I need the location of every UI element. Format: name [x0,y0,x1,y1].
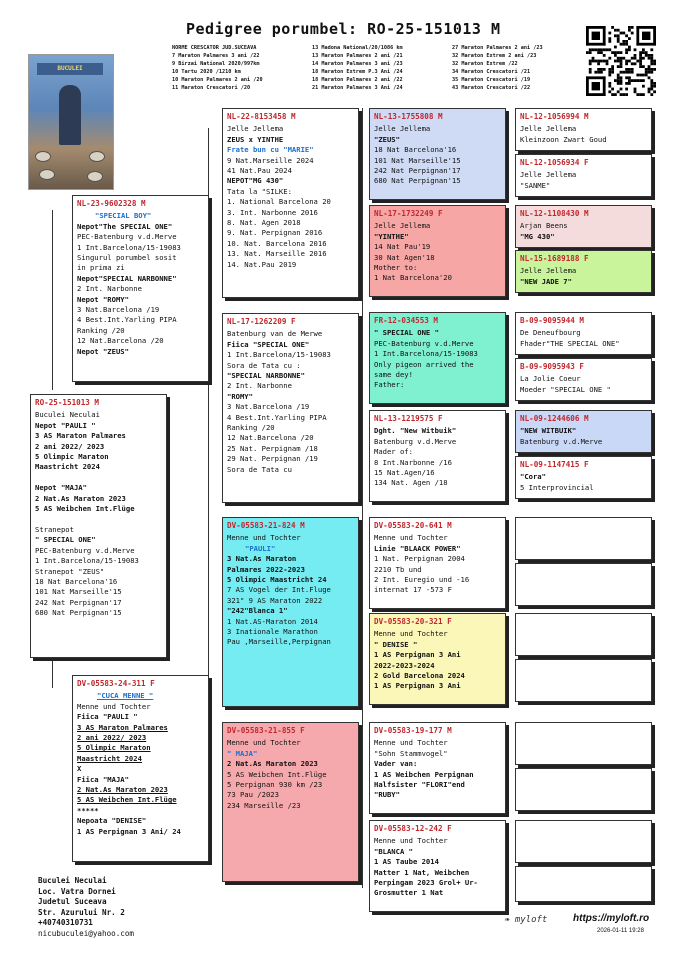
results-cell: 18 Maraton Palmares 2 ani /22 [312,77,403,83]
pedigree-box-main [30,394,167,658]
box-line: Dght. "New Witbuik" [374,426,457,436]
box-line: Halfsister "FLORI"end [374,780,465,790]
results-cell: 34 Maraton Crescatori /21 [452,69,531,75]
pedigree-box-ff [222,108,359,298]
box-line: Menne und Tochter [227,533,301,543]
box-line: 8. Nat. Agen 2018 [227,218,301,228]
pedigree-box-g3-3 [369,410,506,502]
bird-icon: ❧ [504,915,510,925]
box-line: 9 Nat.Marseille 2024 [227,155,314,165]
box-line: 4 Best.Int.Yarling PIPA [227,412,327,422]
box-line: Ranking /20 [77,325,125,335]
ring-id: DV-05583-21-824 M [227,521,305,530]
box-line: 12 Nat.Barcelona /20 [227,433,314,443]
box-line: Batenburg van de Merwe [227,329,323,339]
box-line: Nepot"SPECIAL NARBONNE" [77,273,177,283]
box-line: Sora de Tata cu : [227,360,301,370]
owner-line: +40740310731 [38,918,93,928]
person-figure [59,85,81,145]
box-line: 14 Nat Pau'19 [374,242,431,252]
box-line: Sora de Tata cu [227,464,292,474]
box-line: 9. Nat. Perpignan 2016 [227,228,323,238]
box-line: "RUBY" [374,790,400,800]
pedigree-box-empty [515,613,652,656]
results-cell: 10 Maraton Palmares 2 ani /20 [172,77,263,83]
ring-id: NL-13-1755808 M [374,112,443,121]
box-line: 2 ani 2022/ 2023 [77,733,147,743]
box-line: 5 Olimpic Maraton [77,743,151,753]
ring-id: NL-17-1732249 F [374,209,443,218]
box-line: ***** [77,805,99,815]
results-row [172,68,582,76]
ring-id: DV-05583-20-641 M [374,521,452,530]
owner-line: Judetul Suceava [38,897,107,907]
box-line: 2 Int. Euregio und -16 [374,575,470,585]
box-line: La Jolie Coeur [520,374,581,384]
box-line: 2 Int. Narbonne [227,381,292,391]
box-line: Nepot "ZEUS" [77,346,129,356]
owner-photo [28,54,114,190]
box-line: Jelle Jellema [374,221,431,231]
box-line: 5 AS Weibchen Int.Flüge [77,795,177,805]
ring-id: NL-09-1147415 F [520,460,589,469]
owner-line: Str. Azurului Nr. 2 [38,907,125,917]
connector-line [362,108,363,888]
owner-email[interactable]: nicubuculei@yahoo.com [38,928,135,938]
owner-address [38,876,134,940]
ring-id: DV-05583-19-177 M [374,726,452,735]
box-line: 2 Int. Narbonne [77,284,142,294]
pedigree-box-g3-4 [369,517,506,609]
ring-id: B-09-9095943 F [520,362,585,371]
box-line: "SANME" [520,180,551,190]
results-cell: 21 Maraton Palmares 3 Ani /24 [312,85,403,91]
box-line: 680 Nat Perpignan'15 [374,176,461,186]
box-line: 134 Nat. Agen /18 [374,478,448,488]
footer-url-link[interactable]: https://myloft.ro [573,913,650,924]
results-table [172,44,582,92]
box-line: 25 Nat. Perpignam /18 [227,443,318,453]
results-cell: 14 Maraton Palmares 3 ani /23 [312,61,403,67]
results-cell: 27 Maraton Palmares 2 ani /23 [452,45,543,51]
box-line: 3 AS Maraton Palmares [77,722,168,732]
box-line: Grosmutter 1 Nat [374,888,444,898]
logo-text: myloft [514,915,548,925]
box-line: in prima zi [77,263,125,273]
results-cell: 32 Maraton Extrem /22 [452,61,518,67]
box-line: 1 AS Taube 2014 [374,857,439,867]
box-line: "Cora" [520,472,546,482]
box-line: Fhader"THE SPECIAL ONE" [520,338,620,348]
box-line: Linie "BLAACK POWER" [374,543,461,553]
pedigree-box-fm [222,313,359,503]
ring-id: DV-05583-24-311 F [77,679,155,688]
box-line: " SPECIAL ONE" [35,535,96,545]
owner-line: Buculei Neculai [38,876,107,885]
pigeon-icon [35,151,51,162]
box-line: Vader van: [374,759,418,769]
pedigree-box-g4-4 [515,312,652,355]
box-line: Arjan Beens [520,221,568,231]
ring-id: B-09-9095944 M [520,316,585,325]
results-cell: 13 Maraton Palmares 2 ani /21 [312,53,403,59]
box-line: Fiica "PAULI " [77,712,138,722]
box-line: 234 Marseille /23 [227,800,301,810]
connector-line [52,210,53,390]
box-line: " MAJA" [227,748,258,758]
pedigree-box-g4-0 [515,108,652,151]
pedigree-box-g3-1 [369,205,506,297]
page-title: Pedigree porumbel: RO-25-151013 M [186,20,501,38]
results-row [172,60,582,68]
box-line: 2 ani 2022/ 2023 [35,441,105,451]
box-line: internat 17 -573 F [374,585,452,595]
box-line: 242 Nat Perpignan'17 [374,166,461,176]
pedigree-box-g3-6 [369,722,506,814]
box-line: 3. Int. Narbonne 2016 [227,207,318,217]
box-line: X [77,764,82,774]
box-line: 30 Nat Agen'18 [374,252,435,262]
pedigree-box-mm [222,722,359,882]
box-line: 2 Nat.As Maraton 2023 [77,785,168,795]
pigeon-icon [87,171,103,182]
results-row [172,84,582,92]
results-cell: 43 Maraton Crescatori /22 [452,85,531,91]
owner-line: Loc. Vatra Dornei [38,886,116,896]
results-row [172,52,582,60]
results-cell: 7 Maraton Palmares 3 ani /22 [172,53,260,59]
box-line: 12 Nat.Barcelona /20 [77,336,164,346]
box-line: Jelle Jellema [374,124,431,134]
box-line: Singurul porumbel sosit [77,253,177,263]
box-line: "MG 430" [520,231,555,241]
box-line: 14. Nat.Pau 2019 [227,259,297,269]
results-cell: 9 Birzai National 2020/997km [172,61,260,67]
box-line: 29 Nat. Perpignan /19 [227,454,318,464]
pedigree-box-empty [515,659,652,702]
box-line: Mother to: [374,263,418,273]
box-line: 41 Nat.Pau 2024 [227,166,292,176]
box-line: "BLANCA " [374,846,413,856]
box-line: Kleinzoon Zwart Goud [520,134,607,144]
box-line [35,473,162,483]
box-line: "Sohn Stammvogel" [374,748,448,758]
box-line: 18 Nat Barcelona'16 [374,145,457,155]
box-line: Father: [374,380,405,390]
box-line: "NEW JADE 7" [520,276,572,286]
pedigree-box-empty [515,722,652,765]
box-line: 5 Olimpic Maastricht 24 [227,575,327,585]
pigeon-icon [89,151,105,162]
ring-id: NL-12-1108430 M [520,209,589,218]
box-line: 5 Perpignan 930 km /23 [227,780,323,790]
box-line: 10. Nat. Barcelona 2016 [227,238,327,248]
box-line: Jelle Jellema [520,266,577,276]
box-line: Nepot "ROMY" [77,294,129,304]
results-cell: 10 Tartu 2020 /1210 km [172,69,241,75]
box-line: 101 Nat Marseille'15 [374,155,461,165]
results-row [172,76,582,84]
box-line: 3 AS Maraton Palmares [35,431,126,441]
results-cell: 11 Maraton Crescatori /20 [172,85,251,91]
box-line: 15 Nat.Agen/16 [374,468,435,478]
box-line: 1 Nat Barcelona'20 [374,273,452,283]
box-line: Jelle Jellema [227,124,284,134]
results-cell: 13 Madona National/20/1086 km [312,45,403,51]
box-line: "SPECIAL BOY" [95,211,152,221]
box-line: Maastricht 2024 [35,462,100,472]
box-line: "SPECIAL NARBONNE" [227,371,305,381]
box-line: 1 AS Perpignan 3 Ani [374,681,461,691]
pedigree-box-g4-5 [515,358,652,401]
pedigree-box-g4-7 [515,456,652,499]
box-line: Buculei Neculai [35,410,100,420]
box-line: Menne und Tochter [374,738,448,748]
ring-id: NL-09-1244606 M [520,414,589,423]
box-line: 1 Nat. Perpignan 2004 [374,554,465,564]
results-cell: 32 Maraton Extrem 2 ani /23 [452,53,537,59]
results-cell: 35 Maraton Crescatori /19 [452,77,531,83]
box-line: " SPECIAL ONE " [374,328,439,338]
box-line: 5 AS Weibchen Int.Flüge [35,504,135,514]
box-line: Pau ,Marseille,Perpignan [227,637,331,647]
box-line: Nepot "MAJA" [35,483,87,493]
results-cell: NORME CRESCATOR JUD.SUCEAVA [172,45,257,51]
box-line: De Deneufbourg [520,328,581,338]
box-line: NEPOT"MG 430" [227,176,284,186]
pedigree-box-g3-5 [369,613,506,705]
box-line: Stranepot [35,524,74,534]
results-row [172,44,582,52]
box-line: Jelle Jellema [520,124,577,134]
pedigree-box-g3-0 [369,108,506,200]
ring-id: RO-25-151013 M [35,398,100,407]
qr-code-icon [586,26,656,96]
pedigree-box-g4-1 [515,154,652,197]
pedigree-box-mother [72,675,209,862]
pedigree-box-empty [515,768,652,811]
box-line: Fiica "MAJA" [77,774,129,784]
box-line: 4 Best.Int.Yarling PIPA [77,315,177,325]
pigeon-icon [39,169,55,180]
photo-banner: BUCULEI [37,63,103,75]
box-line: 321" 9 AS Maraton 2022 [227,595,323,605]
box-line: 18 Nat Barcelona'16 [35,576,118,586]
box-line: Ranking /20 [227,423,275,433]
myloft-logo [504,915,547,925]
box-line: 73 Pau /2023 [227,790,279,800]
ring-id: DV-05583-20-321 F [374,617,452,626]
box-line: Fiica "SPECIAL ONE" [227,339,310,349]
box-line: 8 Int.Narbonne /16 [374,457,452,467]
box-line: " DENISE " [374,639,418,649]
pedigree-box-father [72,195,209,382]
box-line: 1 Int.Barcelona/15-19083 [35,556,139,566]
box-line: 101 Nat Marseille'15 [35,587,122,597]
box-line: 5 Interprovincial [520,482,594,492]
box-line: Palmares 2022-2023 [227,564,305,574]
box-line: 1 Nat.AS-Maraton 2014 [227,616,318,626]
box-line: PEC-Batenburg v.d.Merve [77,232,177,242]
box-line: Tata la "SILKE: [227,186,292,196]
ring-id: FR-12-034553 M [374,316,439,325]
box-line: 1 Int.Barcelona/15-19083 [227,350,331,360]
box-line: 3 Nat.Barcelona /19 [77,305,160,315]
box-line: Perpingam 2023 Grol+ Ur- [374,878,478,888]
box-line: Frate bun cu "MARIE" [227,145,314,155]
box-line: 1 Int.Barcelona/15-19083 [77,242,181,252]
box-line: 3 Nat.Barcelona /19 [227,402,310,412]
box-line: 7 AS Vogel der Int.Fluge [227,585,331,595]
results-cell: 18 Maraton Extrem P.3 Ani /24 [312,69,403,75]
box-line: Stranepot "ZEUS" [35,566,105,576]
pedigree-box-empty [515,563,652,606]
box-line: Nepot "PAULI " [35,420,96,430]
box-line: "CUCA MENNE " [97,691,154,701]
box-line: 2 Nat.As Maraton 2023 [227,759,318,769]
ring-id: NL-17-1262209 F [227,317,296,326]
box-line: Nepot"The SPECIAL ONE" [77,221,173,231]
box-line: Menne und Tochter [374,629,448,639]
box-line: 13. Nat. Marseille 2016 [227,249,327,259]
box-line: 680 Nat Perpignan'15 [35,608,122,618]
pedigree-box-mf [222,517,359,707]
pedigree-box-g4-3 [515,250,652,293]
box-line: "NEW WITBUIK" [520,426,577,436]
box-line: "YINTHE" [374,231,409,241]
box-line: Moeder "SPECIAL ONE " [520,384,611,394]
box-line: same dey! [374,370,413,380]
box-line: PEC-Batenburg v.d.Merve [374,338,474,348]
box-line: ZEUS x YINTHE [227,134,284,144]
pedigree-box-empty [515,820,652,863]
box-line: 2 Nat.As Maraton 2023 [35,493,126,503]
box-line: Nepoata "DENISE" [77,816,147,826]
ring-id: DV-05583-21-855 F [227,726,305,735]
box-line: Batenburg v.d.Merve [520,436,603,446]
box-line: 5 AS Weibchen Int.Flüge [227,769,327,779]
box-line: Menne und Tochter [374,533,448,543]
box-line: Mader of: [374,447,413,457]
footer-date: 2026-01-11 19:28 [597,928,644,934]
box-line: PEC-Batenburg v.d.Merve [35,545,135,555]
box-line: 5 Olimpic Maraton [35,452,109,462]
ring-id: NL-23-9602328 M [77,199,146,208]
box-line: Matter 1 Nat, Weibchen [374,867,470,877]
box-line: 1 AS Perpignan 3 Ani/ 24 [77,826,181,836]
box-line: 2210 Tb und [374,564,422,574]
box-line: "PAULI" [245,543,276,553]
box-line: Jelle Jellema [520,170,577,180]
box-line: 1 AS Weibchen Perpignan [374,769,474,779]
box-line: 3 Inationale Marathon [227,627,318,637]
box-line: "ROMY" [227,391,253,401]
pedigree-box-g4-6 [515,410,652,453]
ring-id: DV-05583-12-242 F [374,824,452,833]
pedigree-box-g4-2 [515,205,652,248]
box-line: 2022-2023-2024 [374,660,435,670]
box-line: 2 Gold Barcelona 2024 [374,671,465,681]
pedigree-box-g3-7 [369,820,506,912]
pedigree-box-g3-2 [369,312,506,404]
box-line: 242 Nat Perpignan'17 [35,597,122,607]
box-line: Batenburg v.d.Merve [374,436,457,446]
pedigree-box-empty [515,517,652,560]
box-line: 1 Int.Barcelona/15-19083 [374,349,478,359]
box-line: Menne und Tochter [77,701,151,711]
box-line: 3 Nat.As Maraton [227,554,297,564]
box-line: Menne und Tochter [374,836,448,846]
box-line: "ZEUS" [374,134,400,144]
box-line: Only pigeon arrived the [374,359,474,369]
ring-id: NL-12-1056994 M [520,112,589,121]
box-line: 1 AS Perpignan 3 Ani [374,650,461,660]
box-line [35,514,162,524]
box-line: 1. National Barcelona 20 [227,197,331,207]
ring-id: NL-12-1056934 F [520,158,589,167]
ring-id: NL-13-1219575 F [374,414,443,423]
box-line: "242"Blanca 1" [227,606,288,616]
box-line: Maastricht 2024 [77,753,142,763]
ring-id: NL-22-8153458 M [227,112,296,121]
ring-id: NL-15-1689188 F [520,254,589,263]
box-line: Menne und Tochter [227,738,301,748]
pedigree-box-empty [515,866,652,902]
